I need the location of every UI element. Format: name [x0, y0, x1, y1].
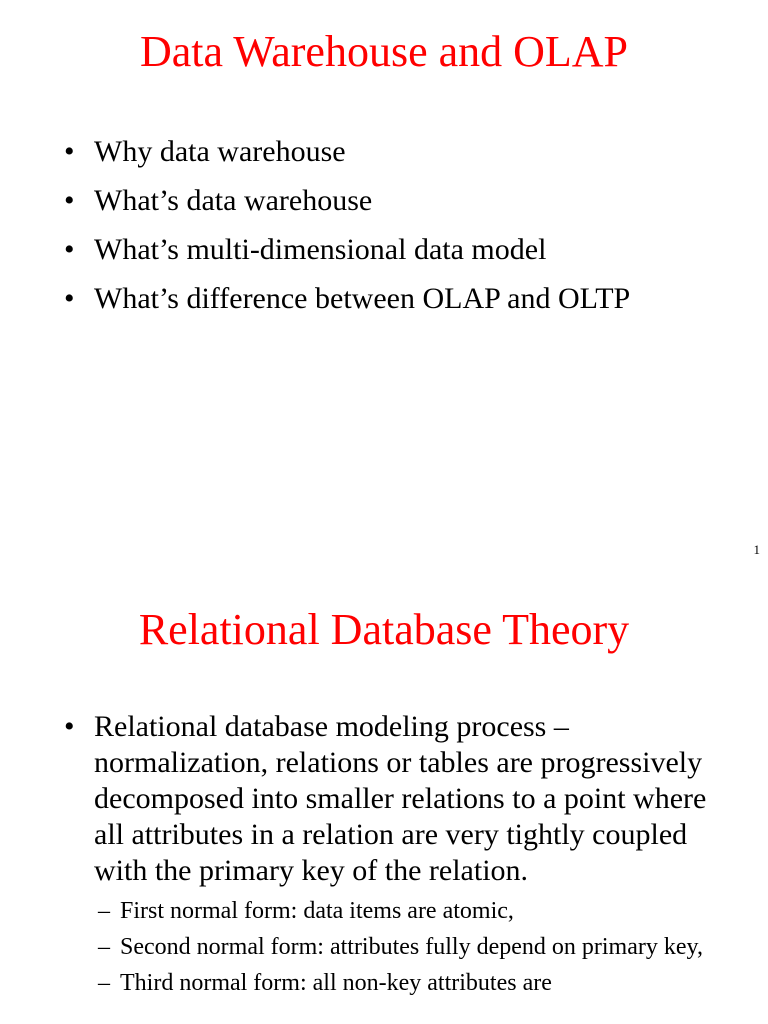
subbullet-text: Third normal form: all non-key attributes are: [120, 970, 552, 996]
subbullet-list: [94, 895, 734, 999]
bullet-icon: •: [64, 282, 75, 315]
subbullet-item: [94, 967, 734, 999]
bullet-list: [62, 134, 742, 330]
bullet-text: Why data warehouse: [94, 135, 346, 168]
bullet-icon: •: [64, 184, 75, 217]
page-number: 1: [753, 542, 760, 557]
bullet-item: [62, 709, 734, 999]
dash-icon: –: [98, 898, 110, 924]
dash-icon: –: [98, 934, 110, 960]
subbullet-item: [94, 895, 734, 927]
bullet-icon: •: [64, 135, 75, 168]
bullet-text: What’s data warehouse: [94, 184, 373, 217]
bullet-icon: •: [64, 710, 75, 743]
bullet-item: [62, 281, 654, 317]
bullet-text: What’s multi-dimensional data model: [94, 233, 547, 266]
subbullet-text: Second normal form: attributes fully depend on primary key,: [120, 934, 703, 960]
bullet-item: [62, 232, 742, 268]
dash-icon: –: [98, 970, 110, 996]
bullet-item: [62, 134, 742, 170]
slide-title: Relational Database Theory: [138, 605, 630, 654]
subbullet-item: [94, 931, 734, 963]
slide-title: Data Warehouse and OLAP: [139, 27, 629, 76]
bullet-item: [62, 183, 742, 219]
bullet-text: Relational database modeling process – normalization, relations or tables are progressively decomposed into smaller relations to a point where all attributes in a relation are very tightly coupled with the primary key of the relation.: [94, 710, 707, 887]
bullet-text: What’s difference between OLAP and OLTP: [94, 282, 631, 315]
bullet-icon: •: [64, 233, 75, 266]
bullet-list: [62, 709, 742, 1003]
subbullet-text: First normal form: data items are atomic,: [120, 898, 514, 924]
slide-2: [0, 576, 768, 1024]
